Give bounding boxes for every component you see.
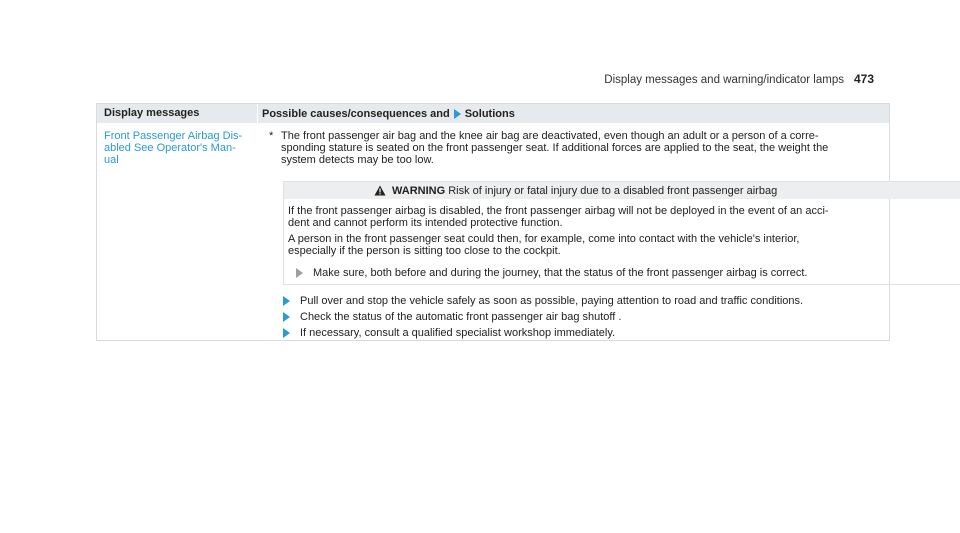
- cause-line: The front passenger air bag and the knee air bag are deactivated, even though an adult or a person of a corre-: [281, 130, 819, 142]
- cause-line: sponding stature is seated on the front passenger seat. If additional forces are applied to the seat, the weight the: [281, 142, 829, 154]
- warning-line: If the front passenger airbag is disabled, the front passenger airbag will not be deployed in the event of an acci-: [288, 205, 829, 217]
- column-divider: [257, 104, 258, 123]
- warning-header: [284, 182, 960, 199]
- display-message-line: abled See Operator's Man-: [104, 142, 236, 154]
- display-messages-table: [96, 103, 890, 341]
- cause-marker: *: [269, 130, 274, 142]
- arrow-right-icon: [454, 109, 461, 119]
- column-header-causes: [262, 108, 515, 120]
- solution-item: [283, 295, 803, 307]
- warning-paragraph: [288, 205, 960, 229]
- display-message-text: [104, 130, 254, 166]
- page-header-title: Display messages and warning/indicator lamps: [604, 74, 844, 86]
- cause-description: [269, 130, 960, 166]
- warning-line: especially if the person is sitting too close to the cockpit.: [288, 245, 561, 257]
- solution-text: Check the status of the automatic front passenger air bag shutoff .: [300, 311, 622, 323]
- warning-action: [296, 267, 807, 279]
- page-number: 473: [853, 72, 874, 86]
- display-message-line: Front Passenger Airbag Dis-: [104, 130, 243, 142]
- solution-text: Pull over and stop the vehicle safely as soon as possible, paying attention to road and traffic conditions.: [300, 295, 804, 307]
- cause-line: system detects may be too low.: [281, 154, 434, 166]
- display-message-line: ual: [104, 154, 119, 166]
- warning-action-text: Make sure, both before and during the journey, that the status of the front passenger airbag is correct.: [313, 267, 808, 279]
- warning-box: [283, 181, 960, 285]
- warning-triangle-icon: [374, 185, 386, 196]
- arrow-right-icon: [296, 268, 303, 278]
- arrow-right-icon: [283, 328, 290, 338]
- column-header-causes-label: Possible causes/consequences and: [262, 108, 450, 120]
- arrow-right-icon: [283, 312, 290, 322]
- warning-title: [392, 185, 777, 197]
- warning-paragraph: [288, 233, 960, 257]
- warning-line: A person in the front passenger seat could then, for example, come into contact with the vehicle's interior,: [288, 233, 800, 245]
- solution-item: [283, 311, 621, 323]
- solution-item: [283, 327, 615, 339]
- table-header: [97, 104, 889, 123]
- warning-label: WARNING: [392, 185, 446, 197]
- warning-line: dent and cannot perform its intended protective function.: [288, 217, 563, 229]
- warning-title-text: Risk of injury or fatal injury due to a disabled front passenger airbag: [448, 185, 778, 197]
- solution-text: If necessary, consult a qualified specialist workshop immediately.: [300, 327, 616, 339]
- column-header-display-messages: Display messages: [104, 107, 200, 119]
- arrow-right-icon: [283, 296, 290, 306]
- column-header-solutions-label: Solutions: [464, 108, 515, 120]
- page-header: [604, 72, 874, 86]
